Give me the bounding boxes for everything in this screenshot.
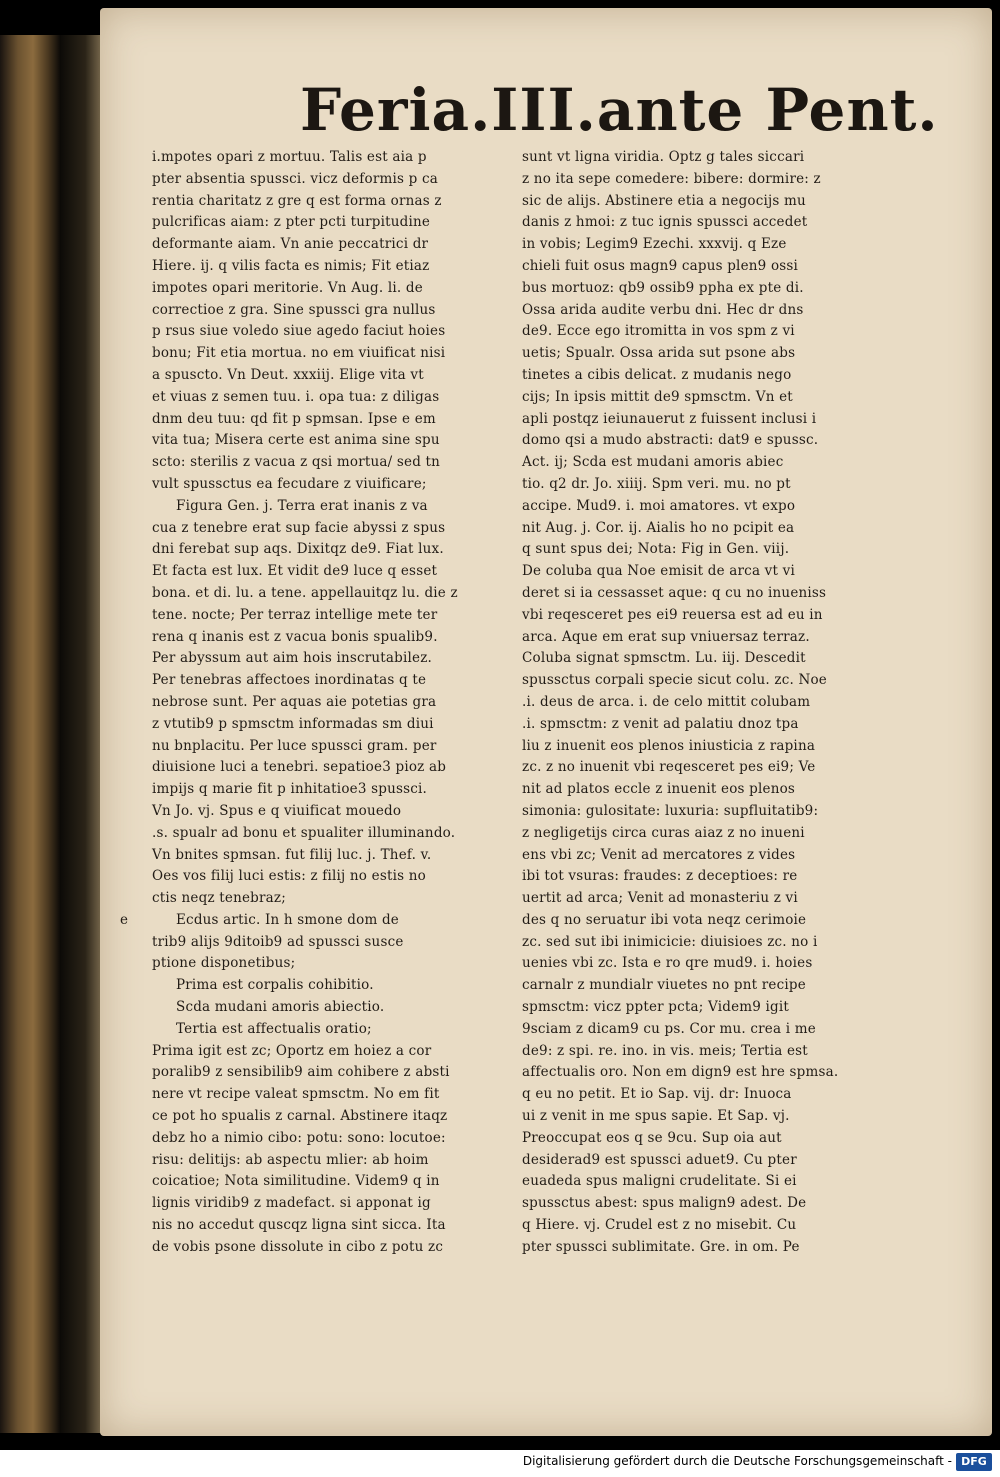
text-line: bona. et di. lu. a tene. appellauitqz lu. die z <box>152 584 458 601</box>
text-line: Per tenebras affectoes inordinatas q te <box>152 672 427 689</box>
text-line: .s. spualr ad bonu et spualiter illuminando. <box>152 824 456 841</box>
text-column-right <box>522 147 867 1259</box>
text-line: Act. ij; Scda est mudani amoris abiec <box>522 454 784 471</box>
text-line: coicatioe; Nota similitudine. Videm9 q in <box>152 1173 440 1190</box>
text-line: i.mpotes opari z mortuu. Talis est aia p <box>152 149 427 165</box>
text-line: chieli fuit osus magn9 capus plen9 ossi <box>522 257 799 274</box>
text-line: euadeda spus maligni crudelitate. Si ei <box>522 1173 797 1190</box>
text-line: Vn Jo. vj. Spus e q viuificat mouedo <box>152 802 402 819</box>
text-line: danis z hmoi: z tuc ignis spussci accedet <box>522 214 808 231</box>
text-line: nu bnplacitu. Per luce spussci gram. per <box>152 737 437 754</box>
margin-note: e <box>120 911 129 928</box>
text-line: debz ho a nimio cibo: potu: sono: locutoe: <box>152 1129 446 1146</box>
text-line: ce pot ho spualis z carnal. Abstinere itaqz <box>152 1108 448 1125</box>
binding-edge <box>60 35 102 1433</box>
text-line: z vtutib9 p spmsctm informadas sm diui <box>152 715 434 732</box>
text-column-left <box>120 147 522 1259</box>
book-binding <box>0 35 60 1433</box>
text-line: Ossa arida audite verbu dni. Hec dr dns <box>522 301 804 318</box>
page-header: Feria.III.ante Pent. <box>300 76 939 144</box>
text-line: .i. spmsctm: z venit ad palatiu dnoz tpa <box>522 715 799 732</box>
text-line: correctioe z gra. Sine spussci gra nullus <box>152 301 436 318</box>
text-line: nere vt recipe valeat spmsctm. No em fit <box>152 1086 440 1103</box>
text-line: Et facta est lux. Et vidit de9 luce q esset <box>152 563 438 580</box>
text-line: pter spussci sublimitate. Gre. in om. Pe <box>522 1238 800 1255</box>
text-line: vult spussctus ea fecudare z viuificare; <box>152 475 427 492</box>
text-line: spussctus corpali specie sicut colu. zc. Noe <box>522 672 827 689</box>
text-line: ibi tot vsuras: fraudes: z deceptioes: re <box>522 868 798 885</box>
text-line: diuisione luci a tenebri. sepatioe3 pioz ab <box>152 759 447 776</box>
text-line: tene. nocte; Per terraz intellige mete ter <box>152 606 438 623</box>
text-line: q Hiere. vj. Crudel est z no misebit. Cu <box>522 1217 797 1234</box>
text-line: de vobis psone dissolute in cibo z potu zc <box>152 1238 444 1255</box>
text-line: Prima est corpalis cohibitio. <box>176 977 374 994</box>
text-line: deret si ia cessasset aque: q cu no inueniss <box>522 584 827 601</box>
text-line: pter absentia spussci. vicz deformis p ca <box>152 170 438 187</box>
text-line: et viuas z semen tuu. i. opa tua: z diligas <box>152 388 440 405</box>
text-line: dni ferebat sup aqs. Dixitqz de9. Fiat lux. <box>152 541 444 558</box>
text-line: de9. Ecce ego itromitta in vos spm z vi <box>522 323 795 340</box>
text-line: risu: delitijs: ab aspectu mlier: ab hoim <box>152 1151 429 1168</box>
text-line: De coluba qua Noe emisit de arca vt vi <box>522 563 795 580</box>
text-line: Coluba signat spmsctm. Lu. iij. Descedit <box>522 650 806 667</box>
text-line: ens vbi zc; Venit ad mercatores z vides <box>522 846 796 863</box>
text-line: bus mortuoz: qb9 ossib9 ppha ex pte di. <box>522 279 804 296</box>
text-line: simonia: gulositate: luxuria: supfluitatib9: <box>522 802 819 819</box>
text-line: liu z inuenit eos plenos iniusticia z rapina <box>522 737 816 754</box>
text-line: zc. sed sut ibi inimicicie: diuisioes zc. no i <box>522 933 818 950</box>
text-line: arca. Aque em erat sup vniuersaz terraz. <box>522 628 810 645</box>
text-line: pulcrificas aiam: z pter pcti turpitudine <box>152 214 431 231</box>
text-line: Figura Gen. j. Terra erat inanis z va <box>176 497 428 514</box>
text-line: Prima igit est zc; Oportz em hoiez a cor <box>152 1042 432 1059</box>
text-line: des q no seruatur ibi vota neqz cerimoie <box>522 911 807 928</box>
text-line: impotes opari meritorie. Vn Aug. li. de <box>152 279 423 296</box>
text-line: rentia charitatz z gre q est forma ornas z <box>152 192 442 209</box>
text-line: Vn bnites spmsan. fut filij luc. j. Thef. v. <box>152 846 432 863</box>
text-line: ui z venit in me spus sapie. Et Sap. vj. <box>522 1108 790 1125</box>
text-line: lignis viridib9 z madefact. si apponat ig <box>152 1195 431 1212</box>
text-line: Ecdus artic. In h smone dom de e <box>152 910 522 932</box>
text-line: .i. deus de arca. i. de celo mittit colubam <box>522 693 811 710</box>
text-line: accipe. Mud9. i. moi amatores. vt expo <box>522 497 796 514</box>
text-line: desiderad9 est spussci aduet9. Cu pter <box>522 1151 797 1168</box>
text-line: deformante aiam. Vn anie peccatrici dr <box>152 236 429 253</box>
text-line: nis no accedut quscqz ligna sint sicca. Ita <box>152 1217 446 1234</box>
text-line: sunt vt ligna viridia. Optz g tales siccari <box>522 149 805 165</box>
text-line: spmsctm: vicz ppter pcta; Videm9 igit <box>522 999 790 1016</box>
text-line: q sunt spus dei; Nota: Fig in Gen. viij. <box>522 541 790 558</box>
text-line: carnalr z mundialr viuetes no pnt recipe <box>522 977 806 994</box>
text-line: Hiere. ij. q vilis facta es nimis; Fit etiaz <box>152 257 430 274</box>
text-line: cua z tenebre erat sup facie abyssi z spus <box>152 519 446 536</box>
text-line: nit Aug. j. Cor. ij. Aialis ho no pcipit ea <box>522 519 795 536</box>
text-line: Per abyssum aut aim hois inscrutabilez. <box>152 650 433 667</box>
funding-credit: Digitalisierung gefördert durch die Deutsche Forschungsgemeinschaft - <box>522 1454 952 1468</box>
text-line: trib9 alijs 9ditoib9 ad spussci susce <box>152 933 404 950</box>
text-line: bonu; Fit etia mortua. no em viuificat nisi <box>152 345 446 362</box>
text-line: z negligetijs circa curas aiaz z no inueni <box>522 824 805 841</box>
text-line: poralib9 z sensibilib9 aim cohibere z absti <box>152 1064 450 1081</box>
text-line: impijs q marie fit p inhitatioe3 spussci. <box>152 781 428 798</box>
text-line: dnm deu tuu: qd fit p spmsan. Ipse e em <box>152 410 436 427</box>
text-line: ctis neqz tenebraz; <box>152 890 286 907</box>
text-line: z no ita sepe comedere: bibere: dormire: z <box>522 170 821 187</box>
text-line: uertit ad arca; Venit ad monasteriu z vi <box>522 890 798 907</box>
text-line: uetis; Spualr. Ossa arida sut psone abs <box>522 345 796 362</box>
text-line: Scda mudani amoris abiectio. <box>176 999 385 1016</box>
text-line: q eu no petit. Et io Sap. vij. dr: Inuoca <box>522 1086 792 1103</box>
text-line: uenies vbi zc. Ista e ro qre mud9. i. hoies <box>522 955 813 972</box>
text-line: p rsus siue voledo siue agedo faciut hoies <box>152 323 446 340</box>
text-line: domo qsi a mudo abstracti: dat9 e spussc. <box>522 432 819 449</box>
text-line: tio. q2 dr. Jo. xiiij. Spm veri. mu. no pt <box>522 475 791 492</box>
text-line: vbi reqesceret pes ei9 reuersa est ad eu in <box>522 606 823 623</box>
text-line: spussctus abest: spus malign9 adest. De <box>522 1195 807 1212</box>
text-line: affectualis oro. Non em dign9 est hre spmsa. <box>522 1064 839 1081</box>
text-line: Tertia est affectualis oratio; <box>176 1020 372 1037</box>
text-line: nebrose sunt. Per aquas aie potetias gra <box>152 693 437 710</box>
text-line: in vobis; Legim9 Ezechi. xxxvij. q Eze <box>522 236 787 253</box>
text-line: apli postqz ieiunauerut z fuissent inclusi i <box>522 410 817 427</box>
text-line: de9: z spi. re. ino. in vis. meis; Tertia est <box>522 1042 808 1059</box>
text-line: a spuscto. Vn Deut. xxxiij. Elige vita vt <box>152 366 424 383</box>
text-line: ptione disponetibus; <box>152 955 296 972</box>
text-line: cijs; In ipsis mittit de9 spmsctm. Vn et <box>522 388 793 405</box>
text-line: rena q inanis est z vacua bonis spualib9. <box>152 628 438 645</box>
text-line: vita tua; Misera certe est anima sine spu <box>152 432 440 449</box>
text-line: Preoccupat eos q se 9cu. Sup oia aut <box>522 1129 782 1146</box>
text-line: sic de alijs. Abstinere etia a negocijs mu <box>522 192 806 209</box>
text-line: zc. z no inuenit vbi reqesceret pes ei9; Ve <box>522 759 816 776</box>
text-line: nit ad platos eccle z inuenit eos plenos <box>522 781 796 798</box>
dfg-logo: DFG <box>956 1453 992 1471</box>
text-line: 9sciam z dicam9 cu ps. Cor mu. crea i me <box>522 1020 816 1037</box>
text-line: Oes vos filij luci estis: z filij no estis no <box>152 868 426 885</box>
text-line: tinetes a cibis delicat. z mudanis nego <box>522 366 792 383</box>
text-line: scto: sterilis z vacua z qsi mortua/ sed tn <box>152 454 441 471</box>
